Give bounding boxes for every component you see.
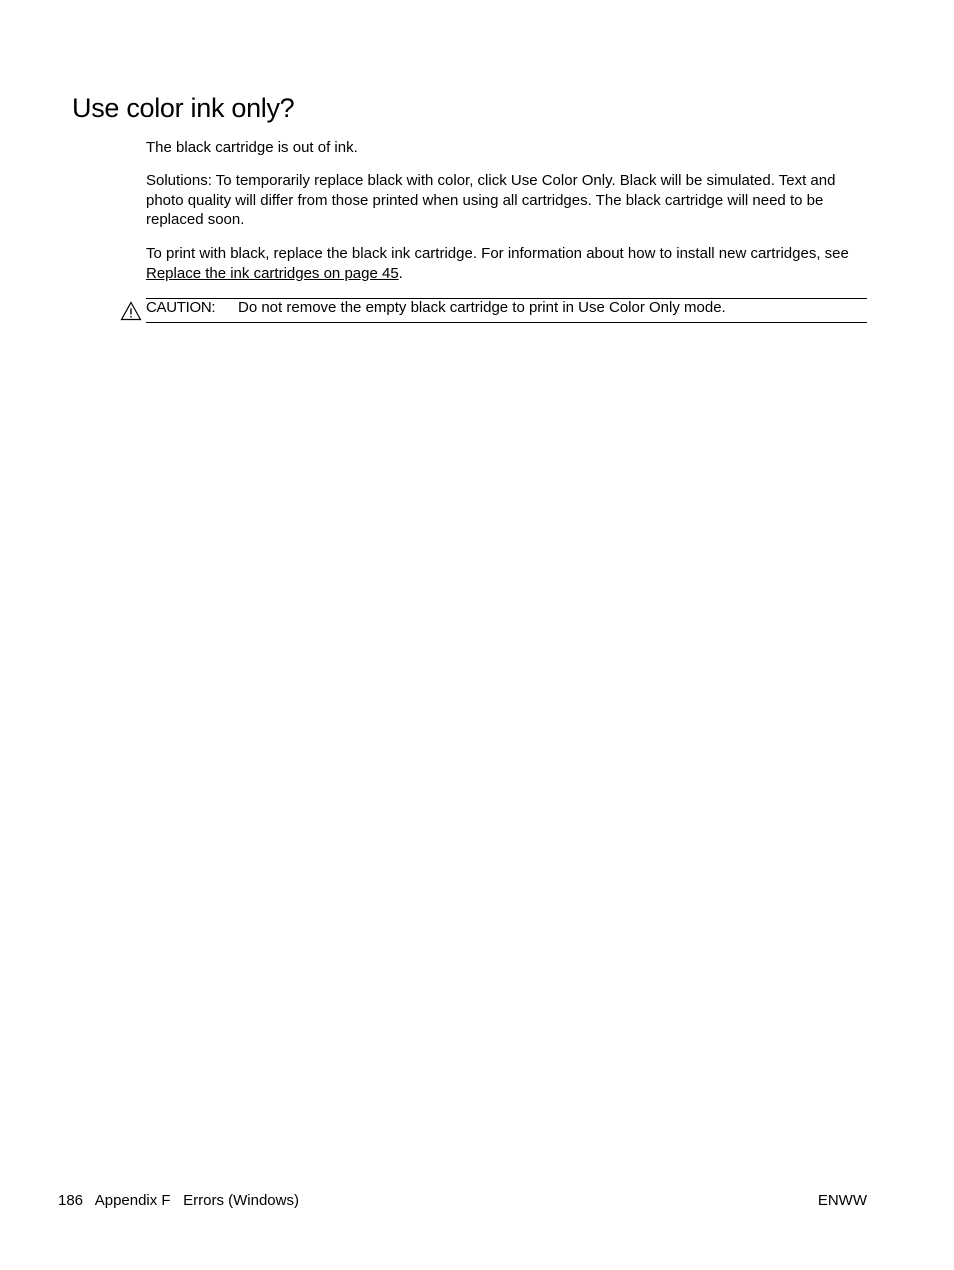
- page-number: 186: [58, 1192, 84, 1209]
- replace-cartridges-link[interactable]: Replace the ink cartridges on page 45: [146, 264, 399, 282]
- page-title: Use color ink only?: [72, 93, 295, 123]
- caution-note: [146, 298, 867, 323]
- page-footer-left: [58, 1191, 299, 1210]
- footer-chapter: Errors (Windows): [183, 1192, 299, 1209]
- footer-section: Appendix F: [94, 1192, 171, 1209]
- warning-triangle-icon: [120, 301, 142, 321]
- paragraph-text: To print with black, replace the black ink cartridge. For information about how to install new cartridges, see: [146, 245, 849, 262]
- caution-label: CAUTION:: [146, 299, 216, 316]
- body-paragraph-out-of-ink: The black cartridge is out of ink.: [146, 139, 358, 156]
- caution-text: Do not remove the empty black cartridge to print in Use Color Only mode.: [238, 299, 726, 316]
- footer-locale: ENWW: [817, 1192, 867, 1209]
- paragraph-text-end: .: [398, 264, 403, 282]
- body-paragraph-print-with-black: [146, 244, 868, 283]
- body-paragraph-solutions: Solutions: To temporarily replace black with color, click Use Color Only. Black will be simulated. Text and photo quality will differ from those printed when using all cartridges. The black cartridge will need to be replaced soon.: [146, 172, 836, 228]
